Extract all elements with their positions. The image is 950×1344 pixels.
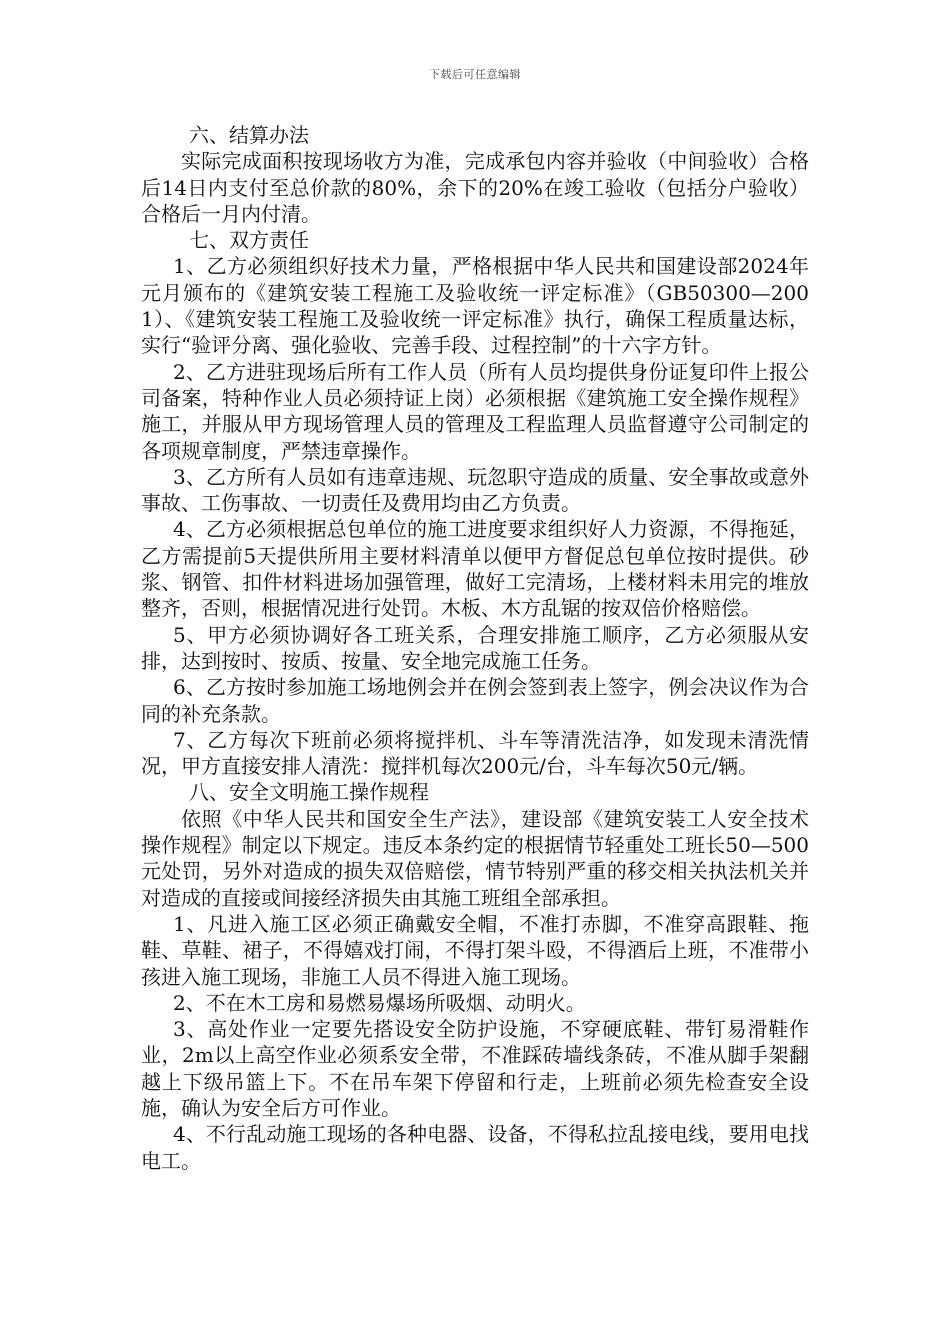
page-header-note: 下载后可任意编辑 bbox=[429, 68, 521, 81]
clause: 6、乙方按时参加施工场地例会并在例会签到表上签字，例会决议作为合同的补充条款。 bbox=[141, 675, 809, 726]
section-title-settlement: 六、结算办法 bbox=[189, 123, 309, 147]
document-body bbox=[141, 122, 809, 1174]
paragraph: 实际完成面积按现场收方为准，完成承包内容并验收（中间验收）合格后14日内支付至总价款的80%，余下的20%在竣工验收（包括分户验收）合格后一月内付清。 bbox=[141, 149, 809, 226]
clause: 7、乙方每次下班前必须将搅拌机、斗车等清洗洁净，如发现未清洗情况，甲方直接安排人清洗：搅拌机每次200元/台，斗车每次50元/辆。 bbox=[141, 727, 809, 779]
clause: 2、不在木工房和易燃易爆场所吸烟、动明火。 bbox=[173, 990, 586, 1015]
clause: 2、乙方进驻现场后所有工作人员（所有人员均提供身份证复印件上报公司备案，特种作业人员必须持证上岗）必须根据《建筑施工安全操作规程》施工，并服从甲方现场管理人员的管理及工程监理人员监督遵守公司制定的各项规章制度，严禁违章操作。 bbox=[141, 359, 809, 463]
clause: 3、高处作业一定要先搭设安全防护设施，不穿硬底鞋、带钉易滑鞋作业，2m以上高空作业必须系安全带，不准踩砖墙线条砖，不准从脚手架翻越上下级吊篮上下。不在吊车架下停留和行走，上班前必须先检查安全设施，确认为安全后方可作业。 bbox=[141, 1017, 809, 1120]
section-title-safety: 八、安全文明施工操作规程 bbox=[189, 780, 429, 805]
clause: 3、乙方所有人员如有违章违规、玩忽职守造成的质量、安全事故或意外事故、工伤事故、一切责任及费用均由乙方负责。 bbox=[141, 464, 809, 516]
clause: 4、不行乱动施工现场的各种电器、设备，不得私拉乱接电线，要用电找电工。 bbox=[141, 1122, 809, 1173]
clause: 1、乙方必须组织好技术力量，严格根据中华人民共和国建设部2024年元月颁布的《建筑安装工程施工及验收统一评定标准》（GB50300—2001）、《建筑安装工程施工及验收统一评定标准》执行，确保工程质量达标，实行“验评分离、强化验收、完善手段、过程控制”的十六字方针。 bbox=[141, 254, 809, 358]
section-title-responsibilities: 七、双方责任 bbox=[189, 228, 309, 253]
clause: 1、凡进入施工区必须正确戴安全帽，不准打赤脚，不准穿高跟鞋、拖鞋、草鞋、裙子，不得嬉戏打闹，不得打架斗殴，不得酒后上班，不准带小孩进入施工现场，非施工人员不得进入施工现场。 bbox=[141, 911, 809, 989]
paragraph: 依照《中华人民共和国安全生产法》，建设部《建筑安装工人安全技术操作规程》制定以下规定。违反本条约定的根据情节轻重处工班长50—500元处罚，另外对造成的损失双倍赔偿，情节特别严重的移交相关执法机关并对造成的直接或间接经济损失由其施工班组全部承担。 bbox=[141, 806, 809, 910]
clause: 4、乙方必须根据总包单位的施工进度要求组织好人力资源，不得拖延，乙方需提前5天提供所用主要材料清单以便甲方督促总包单位按时提供。砂浆、钢管、扣件材料进场加强管理，做好工完清场，上楼材料未用完的堆放整齐，否则，根据情况进行处罚。木板、木方乱锯的按双倍价格赔偿。 bbox=[141, 517, 809, 621]
clause: 5、甲方必须协调好各工班关系，合理安排施工顺序，乙方必须服从安排，达到按时、按质、按量、安全地完成施工任务。 bbox=[141, 622, 809, 673]
